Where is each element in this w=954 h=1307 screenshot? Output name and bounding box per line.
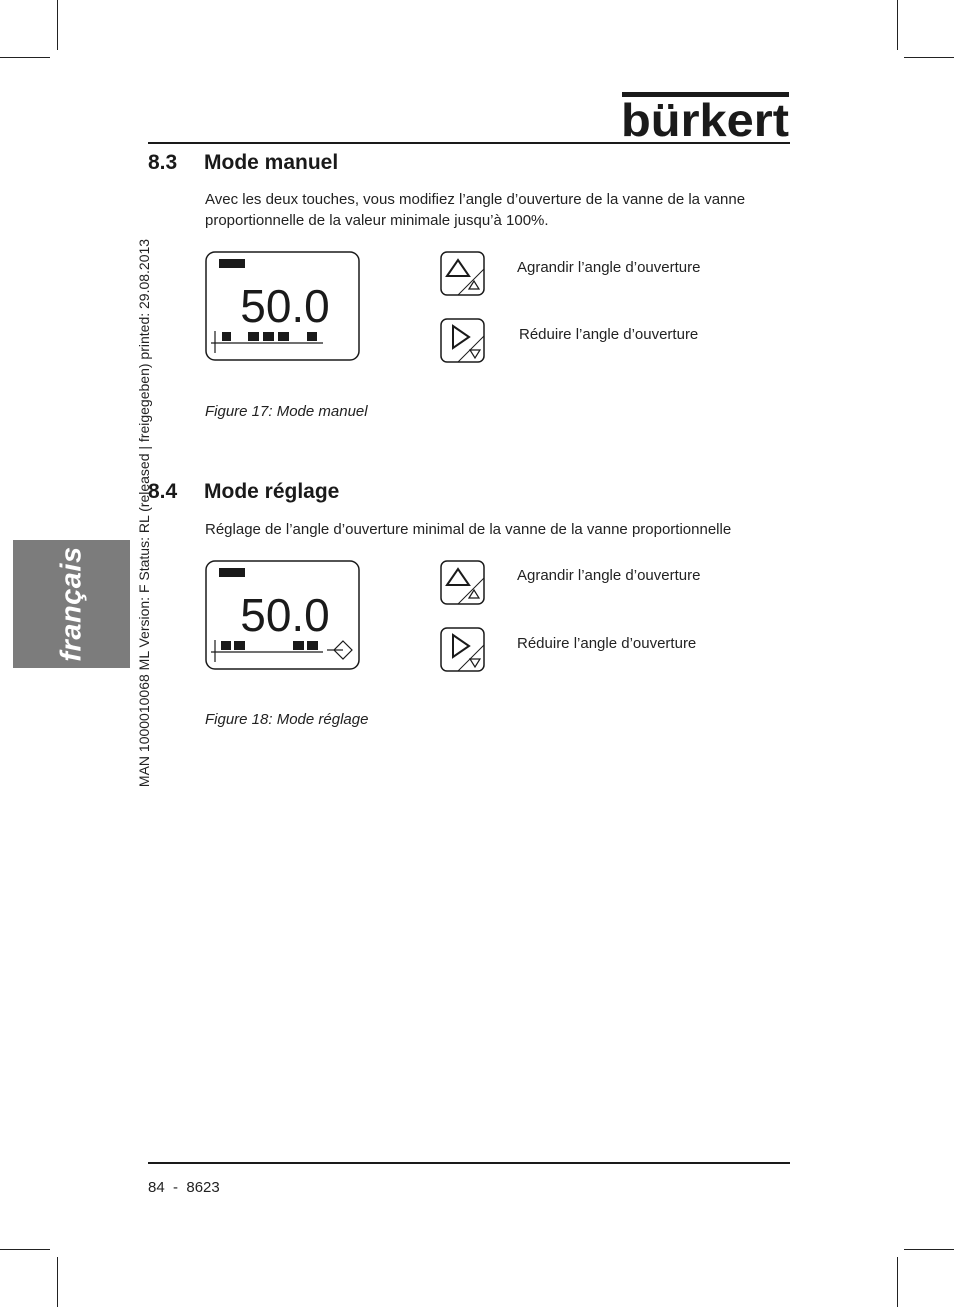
down-key-label: Réduire l’angle d’ouverture [517, 635, 697, 652]
right-key-icon [440, 627, 486, 673]
crop-mark [897, 1257, 898, 1307]
figure-caption: Figure 17: Mode manuel [205, 403, 368, 420]
up-key-label: Agrandir l’angle d’ouverture [517, 567, 701, 584]
section-body: Avec les deux touches, vous modifiez l’angle d’ouverture de la vanne de la vanne proportionnelle de la valeur minimale jusqu’à 100%. [205, 191, 746, 229]
language-tab [13, 540, 130, 668]
crop-mark [904, 57, 954, 58]
right-key-icon [440, 318, 486, 364]
lcd-display [205, 251, 361, 361]
header-rule [148, 142, 790, 144]
section-number: 8.3 [148, 151, 178, 174]
up-key-icon [440, 251, 486, 297]
section-title: Mode manuel [204, 151, 339, 174]
lcd-value: 50.0 [240, 280, 330, 332]
section-body: Réglage de l’angle d’ouverture minimal de la vanne de la vanne proportionnelle [205, 521, 732, 538]
up-key-icon [440, 560, 486, 606]
figure-caption: Figure 18: Mode réglage [205, 711, 369, 728]
crop-mark [0, 57, 50, 58]
language-tab-label: français [55, 546, 87, 662]
section-title: Mode réglage [204, 480, 340, 503]
lcd-display [205, 560, 361, 670]
up-key-label: Agrandir l’angle d’ouverture [517, 259, 701, 276]
lcd-value: 50.0 [240, 589, 330, 641]
page-number: 84 - 8623 [148, 1179, 220, 1196]
crop-mark [57, 0, 58, 50]
crop-mark [57, 1257, 58, 1307]
footer-rule [148, 1162, 790, 1164]
svg-text:bürkert: bürkert [621, 94, 789, 140]
down-key-label: Réduire l’angle d’ouverture [519, 326, 699, 343]
section-number: 8.4 [148, 480, 178, 503]
burkert-logo [620, 90, 790, 140]
crop-mark [0, 1249, 50, 1250]
crop-mark [897, 0, 898, 50]
crop-mark [904, 1249, 954, 1250]
